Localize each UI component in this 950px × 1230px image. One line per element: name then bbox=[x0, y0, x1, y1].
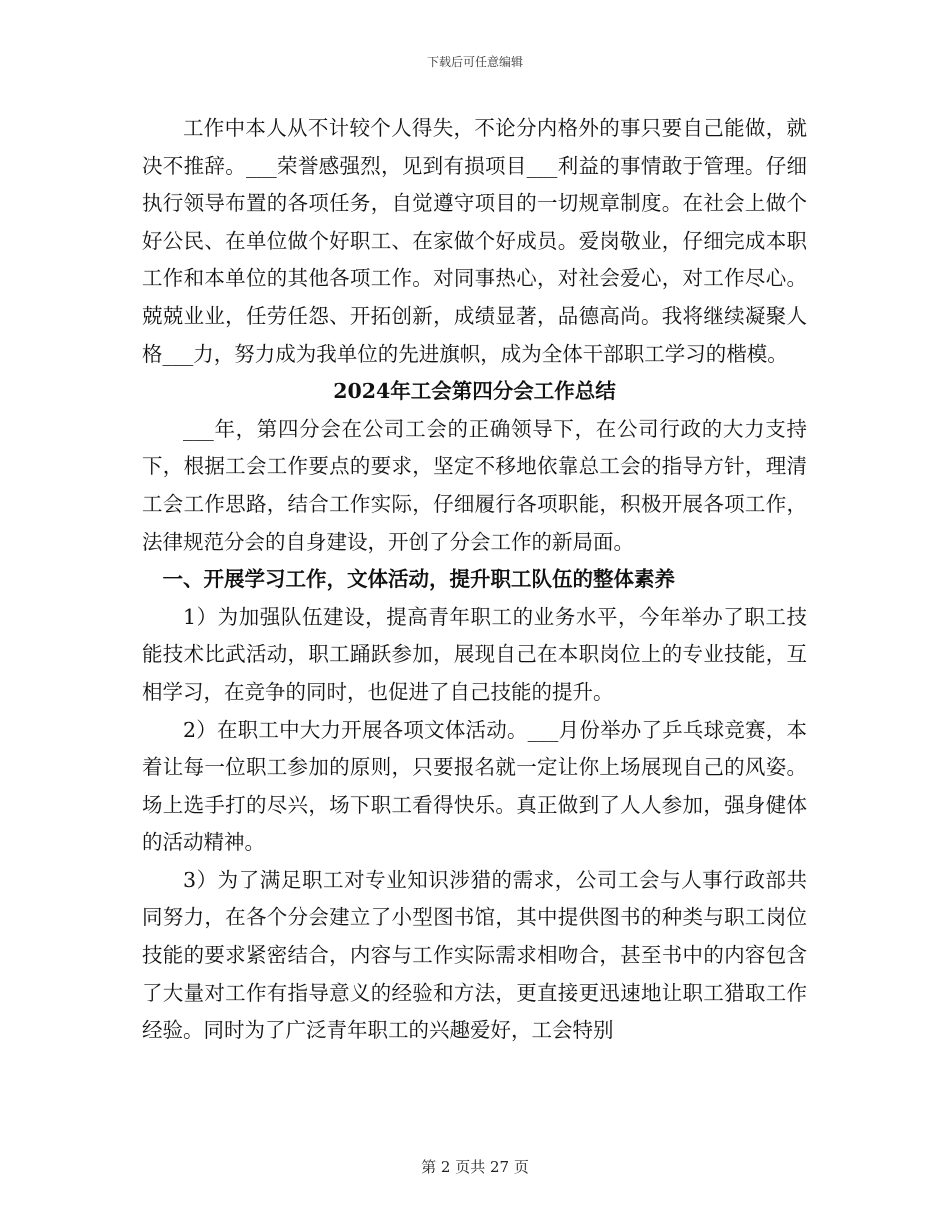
document-title: 2024年工会第四分会工作总结 bbox=[333, 379, 616, 404]
document-body bbox=[142, 110, 807, 1050]
page-footer: 第 2 页共 27 页 bbox=[421, 1158, 529, 1176]
list-item-1: 1）为加强队伍建设，提高青年职工的业务水平，今年举办了职工技能技术比武活动，职工踊跃参加，展现自己在本职岗位上的专业技能，互相学习，在竞争的同时，也促进了自己技能的提升。 bbox=[142, 604, 807, 704]
opening-paragraph: ___年，第四分会在公司工会的正确领导下，在公司行政的大力支持下，根据工会工作要点的要求，坚定不移地依靠总工会的指导方针，理清工会工作思路，结合工作实际，仔细履行各项职能，积极开展各项工作，法律规范分会的自身建设，开创了分会工作的新局面。 bbox=[142, 416, 807, 554]
intro-paragraph: 工作中本人从不计较个人得失，不论分内格外的事只要自己能做，就决不推辞。___荣誉感强烈，见到有损项目___利益的事情敢于管理。仔细执行领导布置的各项任务，自觉遵守项目的一切规章制度。在社会上做个好公民、在单位做个好职工、在家做个好成员。爱岗敬业，仔细完成本职工作和本单位的其他各项工作。对同事热心，对社会爱心，对工作尽心。兢兢业业，任劳任怨、开拓创新，成绩显著，品德高尚。我将继续凝聚人格___力，努力成为我单位的先进旗帜，成为全体干部职工学习的楷模。 bbox=[142, 116, 807, 366]
page-header: 下载后可任意编辑 bbox=[426, 55, 523, 69]
list-item-2: 2）在职工中大力开展各项文体活动。___月份举办了乒乓球竞赛，本着让每一位职工参加的原则，只要报名就一定让你上场展现自己的风姿。场上选手打的尽兴，场下职工看得快乐。真正做到了人人参加，强身健体的活动精神。 bbox=[142, 717, 807, 855]
section-heading-1: 一、开展学习工作，文体活动，提升职工队伍的整体素养 bbox=[162, 567, 675, 592]
list-item-3: 3）为了满足职工对专业知识涉猎的需求，公司工会与人事行政部共同努力，在各个分会建立了小型图书馆，其中提供图书的种类与职工岗位技能的要求紧密结合，内容与工作实际需求相吻合，甚至书中的内容包含了大量对工作有指导意义的经验和方法，更直接更迅速地让职工猎取工作经验。同时为了广泛青年职工的兴趣爱好，工会特别 bbox=[142, 867, 807, 1043]
